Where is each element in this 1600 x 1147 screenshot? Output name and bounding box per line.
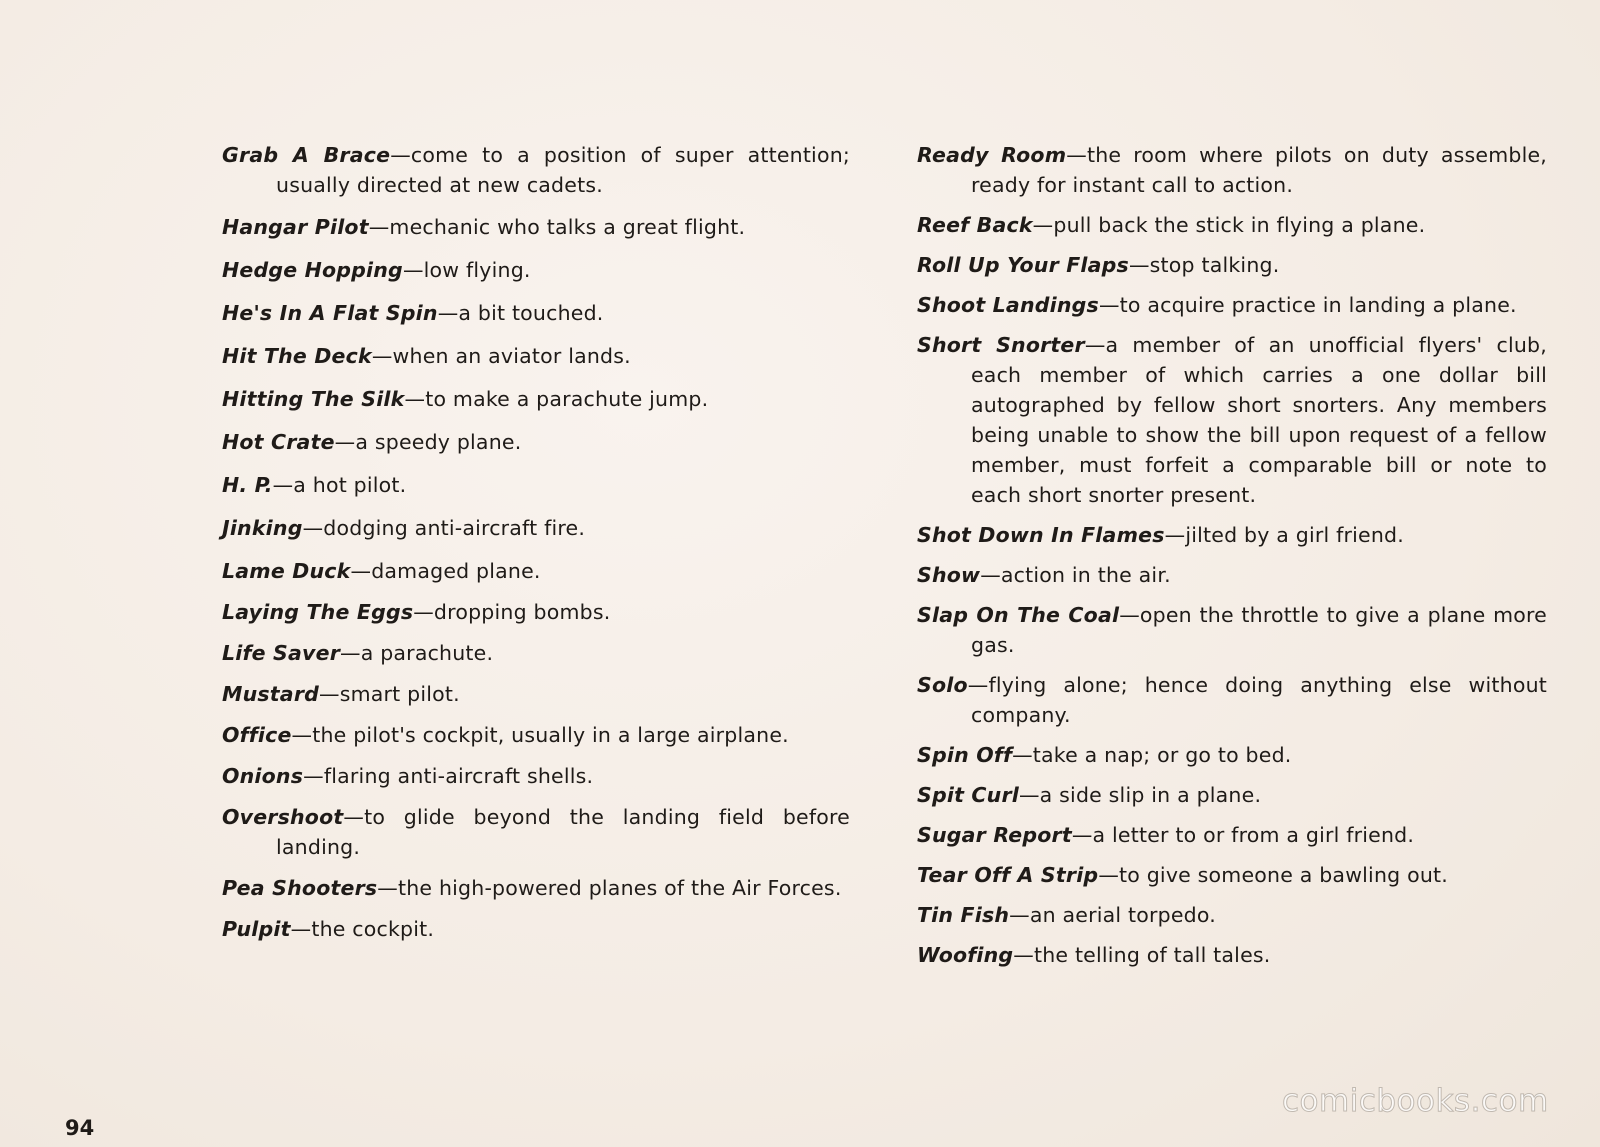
glossary-definition: —the room where pilots on duty assemble, ready for instant call to action. (971, 143, 1547, 197)
glossary-entry (917, 670, 1547, 730)
glossary-definition: —a letter to or from a girl friend. (1071, 823, 1415, 847)
glossary-term: Tear Off A Strip (917, 863, 1099, 887)
glossary-entry (222, 914, 850, 944)
glossary-definition: —a speedy plane. (334, 430, 522, 454)
glossary-definition: —flying alone; hence doing anything else without company. (967, 673, 1547, 727)
glossary-entry (917, 560, 1547, 590)
glossary-term: Sugar Report (917, 823, 1072, 847)
glossary-term: Hangar Pilot (222, 215, 369, 239)
glossary-left-column (222, 140, 850, 944)
glossary-entry (917, 140, 1547, 200)
glossary-entry (222, 720, 850, 750)
glossary-term: Jinking (222, 516, 303, 540)
glossary-term: Hit The Deck (222, 344, 372, 368)
glossary-definition: —to glide beyond the landing field before landing. (276, 805, 850, 859)
glossary-term: H. P. (222, 473, 273, 497)
glossary-term: Pulpit (222, 917, 291, 941)
glossary-entry (917, 520, 1547, 550)
glossary-definition: —a parachute. (340, 641, 494, 665)
glossary-definition: —smart pilot. (319, 682, 460, 706)
glossary-definition: —open the throttle to give a plane more gas. (971, 603, 1547, 657)
glossary-term: Hedge Hopping (222, 258, 403, 282)
glossary-term: Hitting The Silk (222, 387, 405, 411)
glossary-term: Grab A Brace (222, 143, 391, 167)
glossary-term: Roll Up Your Flaps (917, 253, 1129, 277)
glossary-term: Overshoot (222, 805, 344, 829)
glossary-entry (222, 597, 850, 627)
glossary-definition: —flaring anti-aircraft shells. (303, 764, 594, 788)
glossary-definition: —take a nap; or go to bed. (1012, 743, 1292, 767)
glossary-entry (917, 210, 1547, 240)
glossary-definition: —damaged plane. (350, 559, 541, 583)
glossary-entry (917, 290, 1547, 320)
glossary-definition: —mechanic who talks a great flight. (368, 215, 746, 239)
glossary-definition: —dodging anti-aircraft fire. (302, 516, 586, 540)
glossary-entry (222, 638, 850, 668)
glossary-definition: —a hot pilot. (272, 473, 407, 497)
glossary-right-column (917, 140, 1547, 970)
glossary-definition: —dropping bombs. (413, 600, 611, 624)
glossary-entry (917, 250, 1547, 280)
glossary-entry (222, 427, 850, 457)
glossary-definition: —jilted by a girl friend. (1164, 523, 1404, 547)
glossary-term: Office (222, 723, 292, 747)
glossary-entry (222, 140, 850, 200)
glossary-term: Reef Back (917, 213, 1033, 237)
glossary-definition: —a side slip in a plane. (1018, 783, 1262, 807)
glossary-entry (222, 679, 850, 709)
glossary-term: Shoot Landings (917, 293, 1099, 317)
glossary-entry (222, 470, 850, 500)
glossary-entry (222, 873, 850, 903)
glossary-term: Onions (222, 764, 304, 788)
glossary-entry (917, 330, 1547, 510)
glossary-definition: —a bit touched. (437, 301, 604, 325)
glossary-entry (222, 212, 850, 242)
glossary-entry (222, 341, 850, 371)
glossary-term: Solo (917, 673, 968, 697)
glossary-definition: —to give someone a bawling out. (1098, 863, 1448, 887)
glossary-definition: —the pilot's cockpit, usually in a large airplane. (291, 723, 789, 747)
glossary-entry (917, 940, 1547, 970)
glossary-term: Woofing (917, 943, 1014, 967)
glossary-term: Spit Curl (917, 783, 1019, 807)
watermark: comicbooks.com (1282, 1083, 1549, 1119)
glossary-definition: —pull back the stick in flying a plane. (1032, 213, 1426, 237)
glossary-term: Hot Crate (222, 430, 335, 454)
glossary-entry (222, 298, 850, 328)
glossary-term: Shot Down In Flames (917, 523, 1165, 547)
glossary-entry (917, 860, 1547, 890)
glossary-term: Slap On The Coal (917, 603, 1120, 627)
glossary-definition: —come to a position of super attention; usually directed at new cadets. (276, 143, 850, 197)
glossary-entry (917, 780, 1547, 810)
glossary-term: Show (917, 563, 981, 587)
glossary-term: He's In A Flat Spin (222, 301, 438, 325)
glossary-entry (917, 600, 1547, 660)
glossary-entry (917, 740, 1547, 770)
glossary-definition: —an aerial torpedo. (1009, 903, 1216, 927)
glossary-term: Mustard (222, 682, 320, 706)
glossary-definition: —the cockpit. (290, 917, 435, 941)
page-number: 94 (65, 1116, 95, 1140)
glossary-entry (917, 820, 1547, 850)
glossary-term: Spin Off (917, 743, 1013, 767)
glossary-definition: —the telling of tall tales. (1013, 943, 1271, 967)
glossary-entry (222, 513, 850, 543)
glossary-entry (222, 255, 850, 285)
glossary-definition: —to acquire practice in landing a plane. (1098, 293, 1517, 317)
glossary-definition: —the high-powered planes of the Air Forces. (377, 876, 842, 900)
glossary-definition: —to make a parachute jump. (404, 387, 709, 411)
glossary-definition: —action in the air. (980, 563, 1171, 587)
glossary-term: Ready Room (917, 143, 1067, 167)
glossary-entry (222, 802, 850, 862)
glossary-term: Lame Duck (222, 559, 351, 583)
glossary-term: Tin Fish (917, 903, 1010, 927)
glossary-entry (917, 900, 1547, 930)
glossary-definition: —when an aviator lands. (371, 344, 631, 368)
glossary-entry (222, 384, 850, 414)
glossary-definition: —low flying. (402, 258, 531, 282)
glossary-term: Short Snorter (917, 333, 1085, 357)
glossary-definition: —a member of an unofficial flyers' club, each member of which carries a one dollar bill autographed by fellow short snorters. Any members being unable to show the bill upon request of a fellow member, must forfeit a comparable bill or note to each short snorter present. (971, 333, 1547, 507)
glossary-entry (222, 761, 850, 791)
glossary-term: Pea Shooters (222, 876, 378, 900)
glossary-entry (222, 556, 850, 586)
glossary-term: Life Saver (222, 641, 341, 665)
glossary-definition: —stop talking. (1128, 253, 1280, 277)
glossary-term: Laying The Eggs (222, 600, 414, 624)
